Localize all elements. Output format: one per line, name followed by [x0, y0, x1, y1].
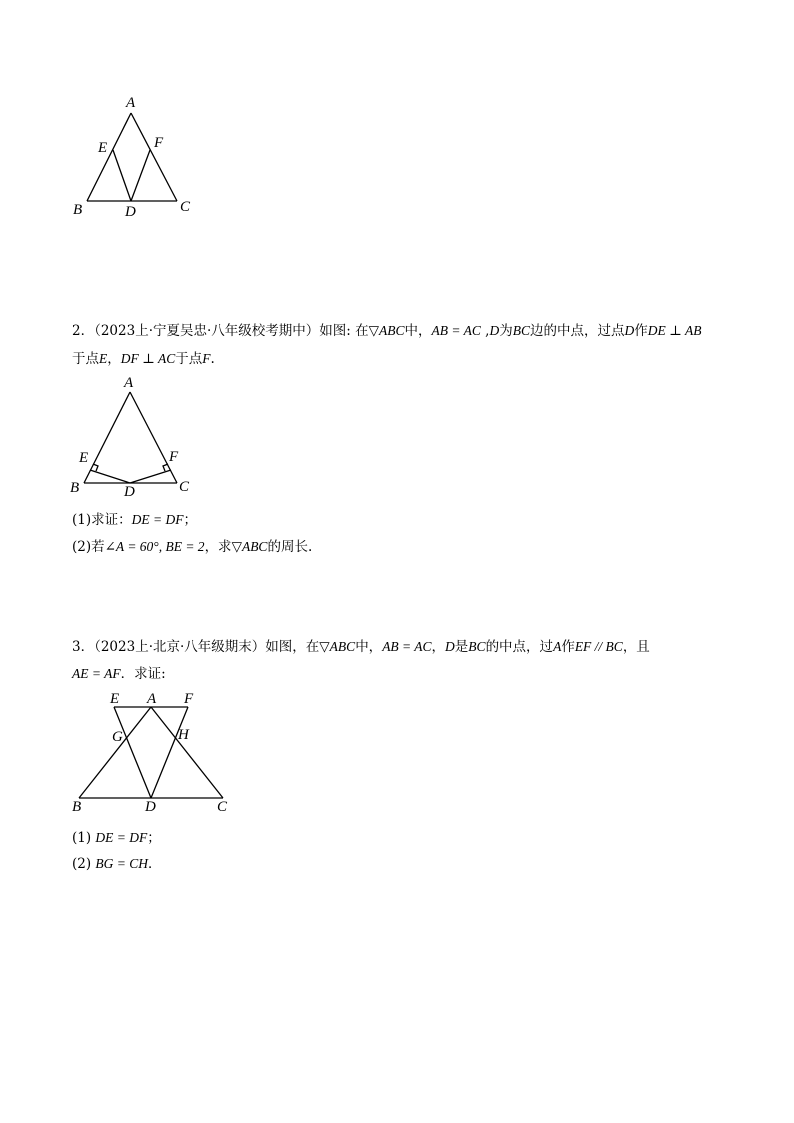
- label-g: G: [112, 729, 123, 745]
- label-f: F: [184, 691, 194, 707]
- problem-2-number: 2: [72, 323, 81, 339]
- figure-2: [68, 372, 198, 500]
- figure-3: [68, 688, 238, 818]
- label-d: D: [125, 204, 136, 220]
- figure-1: [70, 92, 200, 222]
- label-e: E: [79, 450, 89, 466]
- segment-de: [90, 470, 130, 483]
- problem-3-question-2: (2) BG = CH．: [72, 856, 162, 872]
- segment-ac: [131, 113, 177, 201]
- problem-3-question-1: (1) DE = DF；: [72, 830, 161, 846]
- segment-ab: [79, 707, 151, 798]
- label-b: B: [70, 480, 80, 496]
- problem-3-line-2: AE = AF．求证:: [72, 666, 166, 682]
- segment-ac: [130, 392, 177, 483]
- problem-2-line-2: 于点E，DF ⊥ AC于点F.: [72, 351, 215, 367]
- label-e: E: [98, 140, 108, 156]
- segment-ed: [113, 150, 131, 201]
- problem-2-question-2: (2)若∠A = 60°, BE = 2，求▽ABC的周长.: [72, 539, 313, 555]
- label-c: C: [180, 199, 191, 215]
- problem-2-question-1: (1)求证：DE = DF；: [72, 512, 197, 528]
- label-b: B: [73, 202, 83, 218]
- problem-2-line-1: 2．（2023上·宁夏吴忠·八年级校考期中）如图: 在▽ABC中，AB = AC ,D为BC边的中点，过点D作DE ⊥ AB: [72, 323, 702, 339]
- segment-df: [130, 470, 171, 483]
- label-h: H: [178, 727, 189, 743]
- label-a: A: [147, 691, 157, 707]
- label-a: A: [124, 375, 134, 391]
- segment-ed: [114, 707, 151, 798]
- segment-ac: [151, 707, 223, 798]
- figure-2-diagram: [68, 372, 198, 500]
- problem-3-source: （2023上·北京·八年级期末）: [94, 639, 266, 655]
- label-e: E: [110, 691, 120, 707]
- segment-fd: [131, 150, 150, 201]
- label-c: C: [217, 799, 228, 815]
- figure-3-diagram: [68, 688, 238, 818]
- problem-2-source: （2023上·宁夏吴忠·八年级校考期中）: [94, 323, 320, 339]
- label-d: D: [145, 799, 156, 815]
- problem-3-number: 3: [72, 639, 81, 655]
- label-f: F: [169, 449, 179, 465]
- label-b: B: [72, 799, 82, 815]
- figure-1-diagram: [70, 92, 200, 222]
- problem-3-line-1: 3．（2023上·北京·八年级期末）如图，在▽ABC中，AB = AC，D是BC的中点，过A作EF // BC，且: [72, 639, 650, 655]
- segment-fd: [151, 707, 188, 798]
- label-f: F: [154, 135, 164, 151]
- segment-ab: [87, 113, 131, 201]
- segment-ab: [84, 392, 130, 483]
- label-a: A: [126, 95, 136, 111]
- label-d: D: [124, 484, 135, 500]
- label-c: C: [179, 479, 190, 495]
